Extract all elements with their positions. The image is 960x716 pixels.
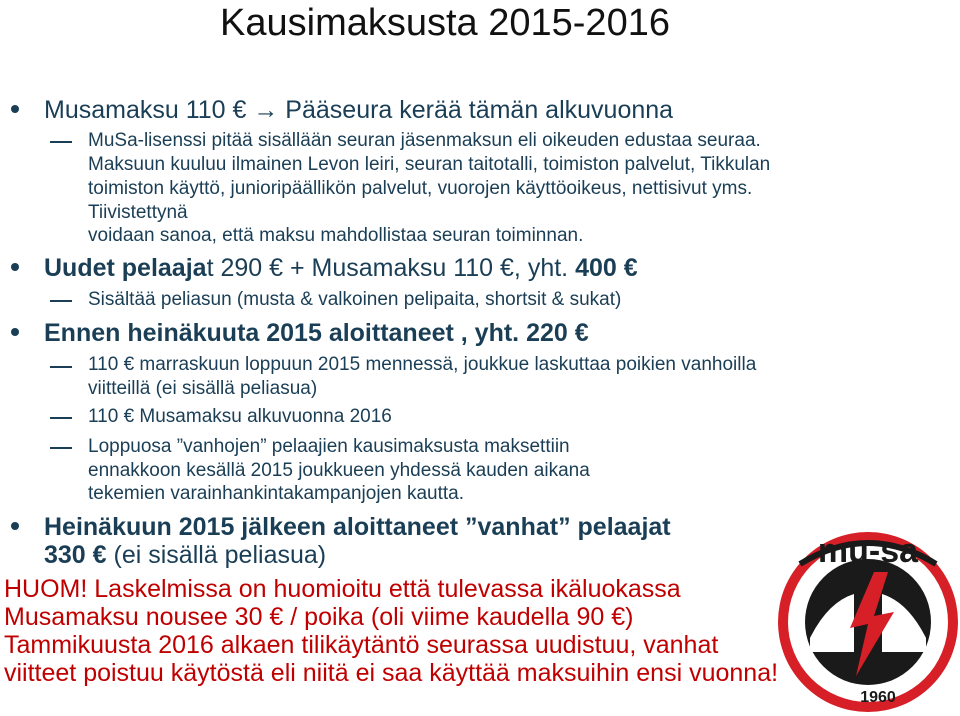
- bullet-heinakuun-amount: [44, 540, 326, 570]
- bullet-dot: [11, 522, 19, 530]
- notice-line-4: viitteet poistuu käytöstä eli niitä ei saa käyttää maksuihin ensi vuonna!: [4, 659, 779, 687]
- bullet-dot: [11, 263, 19, 271]
- notice-line-2: Musamaksu nousee 30 € / poika (oli viime kaudella 90 €): [4, 603, 634, 631]
- vanhat-note: (ei sisällä peliasua): [106, 541, 327, 569]
- sub-musamaksu-2016: 110 € Musamaksu alkuvuonna 2016: [88, 406, 392, 427]
- page-title: Kausimaksusta 2015-2016: [220, 2, 670, 44]
- sub-varainhankinta: tekemien varainhankintakampanjojen kautta.: [88, 483, 465, 504]
- sub-tiivistettyna: Tiivistettynä: [88, 202, 188, 223]
- mu-sa-logo: [770, 520, 960, 716]
- bullet-ennen-heinakuuta: Ennen heinäkuuta 2015 aloittaneet , yht. 220 €: [44, 319, 589, 347]
- sub-viitteilla: viitteillä (ei sisällä peliasua): [88, 378, 318, 399]
- uudet-amount: t 290 € + Musamaksu 110 €, yht.: [206, 254, 569, 282]
- logo-year: 1960: [860, 689, 896, 706]
- bullet-heinakuun-jalkeen: Heinäkuun 2015 jälkeen aloittaneet ”vanhat” pelaajat: [44, 513, 671, 541]
- sub-voidaan: voidaan sanoa, että maksu mahdollistaa seuran toiminnan.: [88, 225, 584, 246]
- uudet-total: 400 €: [575, 254, 638, 282]
- sub-marraskuu: 110 € marraskuun loppuun 2015 mennessä, joukkue laskuttaa poikien vanhoilla: [88, 354, 757, 375]
- sub-maksuun: Maksuun kuuluu ilmainen Levon leiri, seuran taitotalli, toimiston palvelut, Tikkulan: [88, 154, 771, 175]
- sub-dash: [50, 366, 72, 368]
- sub-ennakkoon: ennakkoon kesällä 2015 joukkueen yhdessä kauden aikana: [88, 460, 590, 481]
- bullet-dot: [11, 328, 19, 336]
- sub-lisenssi: MuSa-lisenssi pitää sisällään seuran jäsenmaksun eli oikeuden edustaa seuraa.: [88, 130, 761, 151]
- notice-line-1: HUOM! Laskelmissa on huomioitu että tulevassa ikäluokassa: [4, 575, 681, 603]
- sub-dash: [50, 141, 72, 143]
- sub-dash: [50, 447, 72, 449]
- vanhat-total: 330 €: [44, 541, 107, 569]
- sub-loppuosa: Loppuosa ”vanhojen” pelaajien kausimaksusta maksettiin: [88, 436, 570, 457]
- bullet-uudet-pelaajat: [44, 253, 638, 283]
- bullet-dot: [11, 105, 19, 113]
- uudet-pelaaja-label: Uudet pelaaja: [44, 254, 207, 282]
- logo-name: mu-sa: [817, 532, 919, 570]
- notice-line-3: Tammikuusta 2016 alkaen tilikäytäntö seurassa uudistuu, vanhat: [4, 631, 719, 659]
- sub-peliasu: Sisältää peliasun (musta & valkoinen pelipaita, shortsit & sukat): [88, 289, 622, 310]
- sub-toimiston: toimiston käyttö, junioripäällikön palvelut, vuorojen käyttöoikeus, nettisivut yms.: [88, 178, 753, 199]
- bullet-musamaksu: Musamaksu 110 € → Pääseura kerää tämän alkuvuonna: [44, 96, 674, 124]
- sub-dash: [50, 417, 72, 419]
- sub-dash: [50, 300, 72, 302]
